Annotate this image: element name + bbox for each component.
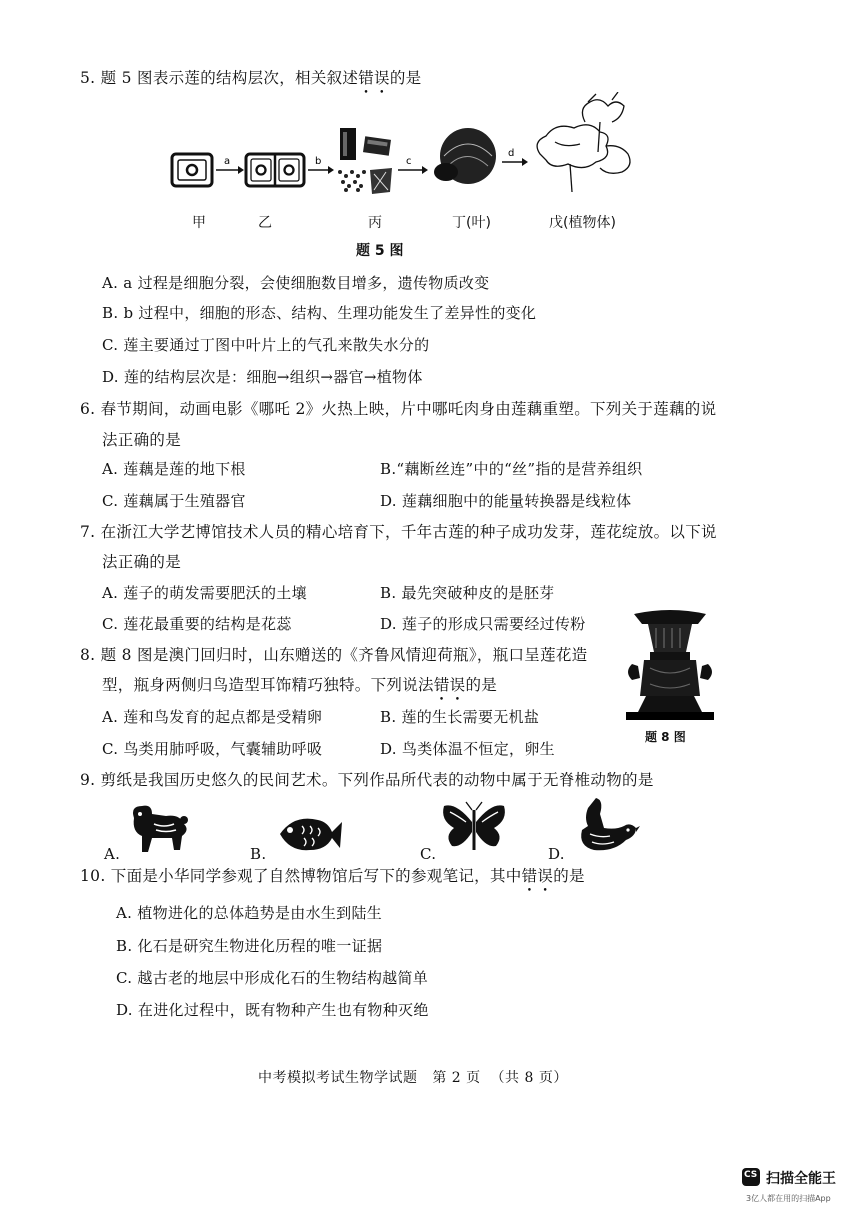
q8-stem-line2: 型，瓶身两侧归鸟造型耳饰精巧独特。下列说法错误的是 bbox=[102, 676, 498, 694]
q5-option-a: A. a 过程是细胞分裂，会使细胞数目增多，遗传物质改变 bbox=[102, 274, 490, 292]
arrow-label-b: b bbox=[315, 156, 322, 167]
scanner-tagline: 3亿人都在用的扫描App bbox=[746, 1194, 831, 1203]
leaf-ding bbox=[434, 128, 496, 184]
q10-option-c: C. 越古老的地层中形成化石的生物结构越简单 bbox=[116, 969, 429, 987]
q10-stem: 10. 下面是小华同学参观了自然博物馆后写下的参观笔记，其中错误的是 bbox=[80, 867, 585, 885]
q7-option-a: A. 莲子的萌发需要肥沃的土壤 bbox=[102, 584, 307, 602]
q9-option-d: D. bbox=[548, 845, 565, 863]
fish-papercut-icon bbox=[274, 808, 344, 858]
arrow-a bbox=[216, 166, 244, 174]
fig5-label-bing: 丙 bbox=[368, 215, 382, 231]
q8-option-b: B. 莲的生长需要无机盐 bbox=[380, 708, 540, 726]
arrow-c bbox=[398, 166, 428, 174]
q10-option-a: A. 植物进化的总体趋势是由水生到陆生 bbox=[116, 904, 383, 922]
q8-option-d: D. 鸟类体温不恒定，卵生 bbox=[380, 740, 555, 758]
q8-stem-line1: 8. 题 8 图是澳门回归时，山东赠送的《齐鲁风情迎荷瓶》，瓶口呈莲花造 bbox=[80, 646, 588, 664]
q6-option-b: B.“藕断丝连”中的“丝”指的是营养组织 bbox=[380, 460, 643, 478]
q9-option-c: C. bbox=[420, 845, 437, 863]
q6-option-c: C. 莲藕属于生殖器官 bbox=[102, 492, 246, 510]
arrow-label-a: a bbox=[224, 156, 231, 167]
fig5-label-yi: 乙 bbox=[258, 215, 272, 231]
bird-papercut-icon bbox=[574, 794, 640, 856]
arrow-d bbox=[502, 158, 528, 166]
arrow-label-c: c bbox=[406, 156, 412, 167]
q5-stem: 5. 题 5 图表示莲的结构层次，相关叙述错误的是 bbox=[80, 69, 422, 87]
q7-option-d: D. 莲子的形成只需要经过传粉 bbox=[380, 615, 586, 633]
plant-wu bbox=[537, 92, 630, 192]
dog-papercut-icon bbox=[126, 800, 192, 858]
q7-option-b: B. 最先突破种皮的是胚芽 bbox=[380, 584, 555, 602]
page-footer: 中考模拟考试生物学试题 第 2 页 （共 8 页） bbox=[258, 1070, 568, 1086]
fig5-label-jia: 甲 bbox=[192, 215, 206, 231]
q7-option-c: C. 莲花最重要的结构是花蕊 bbox=[102, 615, 292, 633]
fig8-caption: 题 8 图 bbox=[645, 730, 686, 744]
q7-stem-line2: 法正确的是 bbox=[102, 553, 182, 571]
q5-option-c: C. 莲主要通过丁图中叶片上的气孔来散失水分的 bbox=[102, 336, 430, 354]
arrow-b bbox=[308, 166, 334, 174]
q6-stem-line2: 法正确的是 bbox=[102, 431, 182, 449]
fig5-label-ding: 丁(叶) bbox=[452, 215, 491, 231]
q9-option-a: A. bbox=[104, 845, 121, 863]
tissues-bing bbox=[338, 128, 392, 194]
q5-figure bbox=[160, 92, 680, 210]
q9-option-b: B. bbox=[250, 845, 267, 863]
butterfly-papercut-icon bbox=[440, 800, 510, 856]
q9-stem: 9. 剪纸是我国历史悠久的民间艺术。下列作品所代表的动物中属于无脊椎动物的是 bbox=[80, 771, 654, 789]
q10-option-b: B. 化石是研究生物进化历程的唯一证据 bbox=[116, 937, 383, 955]
scanner-brand: 扫描全能王 bbox=[766, 1171, 836, 1187]
scanner-logo-text: CS bbox=[744, 1170, 758, 1180]
q10-option-d: D. 在进化过程中，既有物种产生也有物种灭绝 bbox=[116, 1001, 429, 1019]
q6-stem-line1: 6. 春节期间，动画电影《哪吒 2》火热上映，片中哪吒肉身由莲藕重塑。下列关于莲藕的说 bbox=[80, 400, 717, 418]
q8-option-a: A. 莲和鸟发育的起点都是受精卵 bbox=[102, 708, 323, 726]
fig5-label-wu: 戊(植物体) bbox=[549, 215, 616, 231]
q6-option-a: A. 莲藕是莲的地下根 bbox=[102, 460, 246, 478]
fig5-caption: 题 5 图 bbox=[356, 243, 404, 259]
vase-image bbox=[620, 608, 720, 726]
q8-option-c: C. 鸟类用肺呼吸，气囊辅助呼吸 bbox=[102, 740, 323, 758]
q6-option-d: D. 莲藕细胞中的能量转换器是线粒体 bbox=[380, 492, 632, 510]
q5-option-d: D. 莲的结构层次是：细胞→组织→器官→植物体 bbox=[102, 368, 423, 386]
q7-stem-line1: 7. 在浙江大学艺博馆技术人员的精心培育下，千年古莲的种子成功发芽，莲花绽放。以下说 bbox=[80, 523, 717, 541]
cells-yi bbox=[246, 154, 304, 186]
q5-option-b: B. b 过程中，细胞的形态、结构、生理功能发生了差异性的变化 bbox=[102, 304, 537, 322]
arrow-label-d: d bbox=[508, 148, 515, 159]
cell-jia bbox=[172, 154, 212, 186]
